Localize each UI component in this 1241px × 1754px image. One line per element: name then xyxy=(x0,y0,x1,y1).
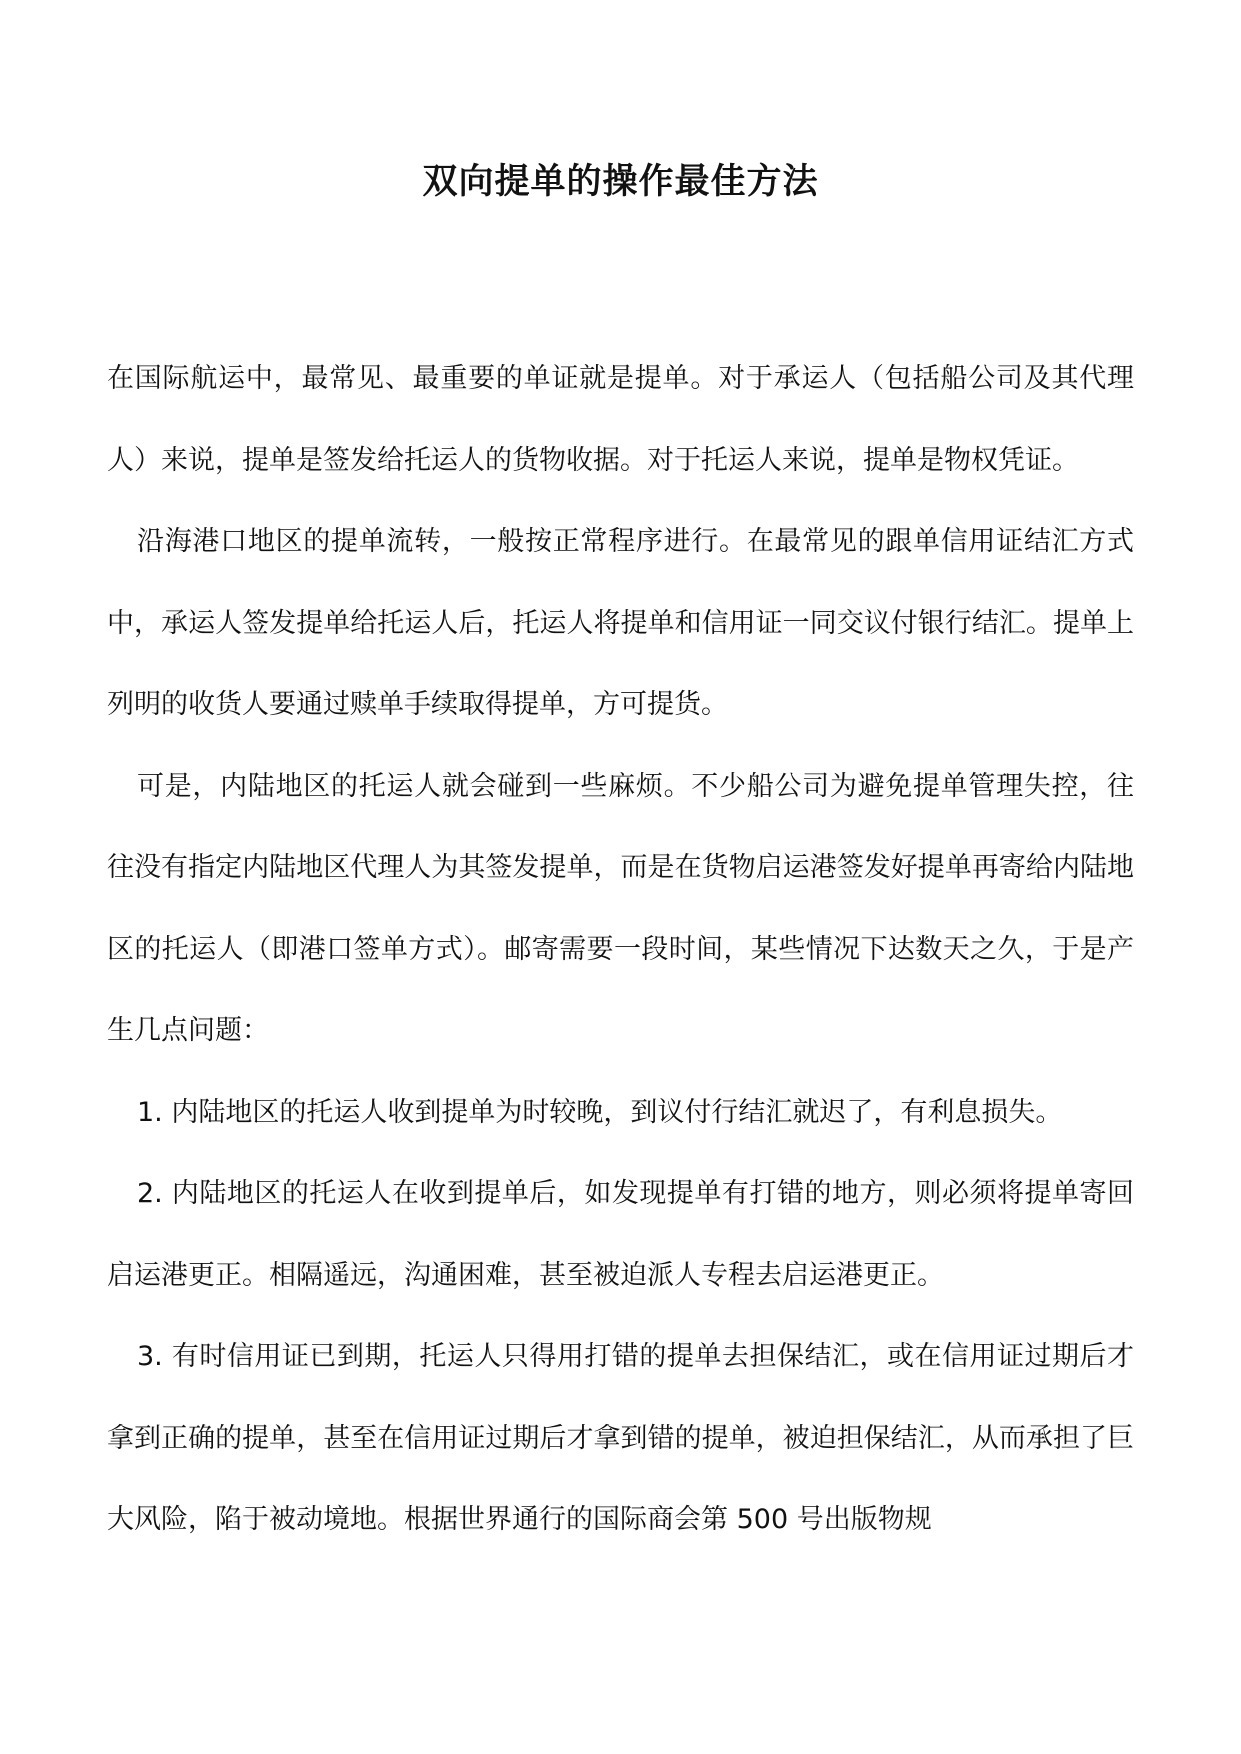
list-item-1: 1. 内陆地区的托运人收到提单为时较晚，到议付行结汇就迟了，有利息损失。 xyxy=(137,1096,1063,1128)
list-item-3: 3. 有时信用证已到期，托运人只得用打错的提单去担保结汇，或在信用证过期后才拿到正确的提单，甚至在信用证过期后才拿到错的提单，被迫担保结汇，从而承担了巨大风险，陷于被动境地。根据世界通行的国际商会第 500 号出版物规 xyxy=(107,1341,1134,1535)
paragraph-coastal-ports: 沿海港口地区的提单流转，一般按正常程序进行。在最常见的跟单信用证结汇方式中，承运人签发提单给托运人后，托运人将提单和信用证一同交议付银行结汇。提单上列明的收货人要通过赎单手续取得提单，方可提货。 xyxy=(107,526,1134,720)
document-body xyxy=(107,338,1134,1561)
list-item-2: 2. 内陆地区的托运人在收到提单后，如发现提单有打错的地方，则必须将提单寄回启运港更正。相隔遥远，沟通困难，甚至被迫派人专程去启运港更正。 xyxy=(107,1178,1134,1291)
paragraph-inland-problems: 可是，内陆地区的托运人就会碰到一些麻烦。不少船公司为避免提单管理失控，往往没有指定内陆地区代理人为其签发提单，而是在货物启运港签发好提单再寄给内陆地区的托运人（即港口签单方式）。邮寄需要一段时间，某些情况下达数天之久，于是产生几点问题： xyxy=(107,770,1134,1046)
document-title: 双向提单的操作最佳方法 xyxy=(422,161,819,202)
paragraph-intro: 在国际航运中，最常见、最重要的单证就是提单。对于承运人（包括船公司及其代理人）来说，提单是签发给托运人的货物收据。对于托运人来说，提单是物权凭证。 xyxy=(107,363,1134,476)
